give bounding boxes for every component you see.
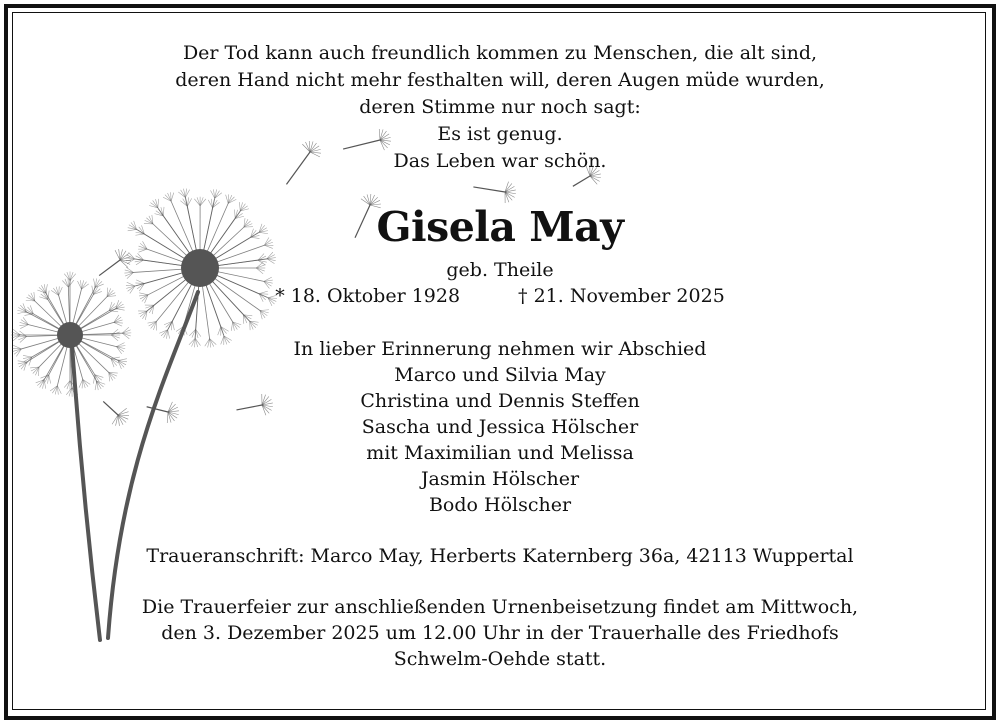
poem-line: Es ist genug. bbox=[437, 123, 563, 145]
mourning-address bbox=[100, 543, 900, 569]
mourner-line: Bodo Hölscher bbox=[428, 494, 572, 516]
death-date: † 21. November 2025 bbox=[518, 285, 725, 307]
poem-block bbox=[100, 40, 900, 175]
birth-name: geb. Theile bbox=[446, 259, 554, 281]
life-dates bbox=[100, 283, 900, 309]
service-line: den 3. Dezember 2025 um 12.00 Uhr in der Trauerhalle des Friedhofs bbox=[161, 622, 839, 644]
mourner-line: Sascha und Jessica Hölscher bbox=[361, 416, 639, 438]
deceased-name: Gisela May bbox=[376, 203, 624, 251]
funeral-service-info bbox=[100, 594, 900, 672]
birth-date: * 18. Oktober 1928 bbox=[275, 285, 461, 307]
mourners-list bbox=[100, 336, 900, 518]
obituary-text bbox=[100, 40, 900, 672]
poem-line: deren Stimme nur noch sagt: bbox=[359, 96, 641, 118]
poem-line: Der Tod kann auch freundlich kommen zu Menschen, die alt sind, bbox=[182, 42, 818, 64]
address-line: Traueranschrift: Marco May, Herberts Katernberg 36a, 42113 Wuppertal bbox=[146, 545, 854, 567]
service-line: Die Trauerfeier zur anschließenden Urnenbeisetzung findet am Mittwoch, bbox=[141, 596, 859, 618]
mourner-line: Marco und Silvia May bbox=[394, 364, 606, 386]
poem-line: Das Leben war schön. bbox=[393, 150, 607, 172]
service-line: Schwelm-Oehde statt. bbox=[393, 648, 607, 670]
mourner-line: In lieber Erinnerung nehmen wir Abschied bbox=[293, 338, 707, 360]
mourner-line: Jasmin Hölscher bbox=[420, 468, 580, 490]
mourner-line: Christina und Dennis Steffen bbox=[360, 390, 640, 412]
dandelion-stem-small bbox=[72, 345, 100, 640]
poem-line: deren Hand nicht mehr festhalten will, deren Augen müde wurden, bbox=[175, 69, 825, 91]
mourner-line: mit Maximilian und Melissa bbox=[366, 442, 634, 464]
